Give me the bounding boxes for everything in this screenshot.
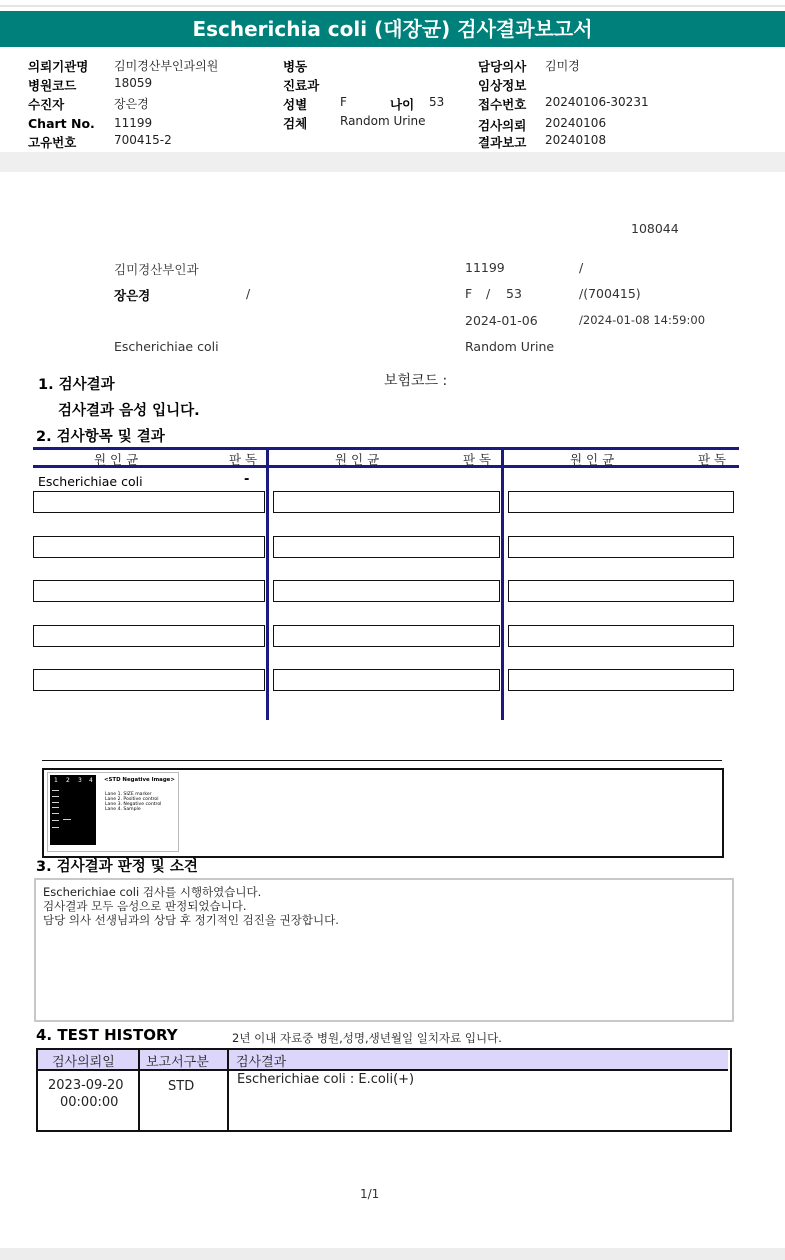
- institution-label: 의뢰기관명: [28, 59, 89, 74]
- institution-value: 김미경산부인과의원: [114, 59, 219, 73]
- gel-legend-line: Lane 4. Sample: [105, 807, 141, 812]
- history-note: 2년 이내 자료중 병원,성명,생년월일 일치자료 입니다.: [232, 1031, 502, 1045]
- gel-electrophoresis-image: [50, 775, 96, 845]
- hospital-code-label: 병원코드: [28, 78, 77, 93]
- report-value: 20240108: [545, 133, 607, 147]
- print-slash: /: [246, 286, 251, 301]
- empty-result-cell: [508, 491, 734, 513]
- section3-heading: 3. 검사결과 판정 및 소견: [36, 859, 198, 875]
- empty-result-cell: [33, 669, 265, 691]
- header-divider: [0, 152, 785, 172]
- empty-result-cell: [273, 536, 500, 558]
- print-slash: /: [486, 286, 491, 301]
- sex-label: 성별: [283, 97, 308, 112]
- top-rule: [0, 5, 785, 7]
- lane-number: 3: [78, 777, 82, 784]
- empty-result-cell: [33, 580, 265, 602]
- history-result: Escherichiae coli : E.coli(+): [237, 1072, 415, 1087]
- gel-band: [52, 807, 59, 808]
- empty-result-cell: [508, 580, 734, 602]
- report-label: 결과보고: [478, 135, 527, 150]
- gel-legend-line: Lane 3. Negative control: [105, 802, 162, 807]
- table-header-rule: [33, 465, 739, 468]
- doctor-value: 김미경: [545, 59, 580, 73]
- gel-band: [52, 790, 59, 791]
- organism-name: Escherichiae coli: [38, 474, 143, 489]
- print-institution: 김미경산부인과: [114, 262, 199, 277]
- print-test: Escherichiae coli: [114, 339, 219, 354]
- clinical-label: 임상정보: [478, 78, 527, 93]
- section1-heading: 1. 검사결과: [38, 377, 115, 393]
- print-code: 108044: [631, 221, 679, 236]
- opinion-line: 검사결과 모두 음성으로 판정되었습니다.: [43, 899, 247, 913]
- receipt-label: 접수번호: [478, 97, 527, 112]
- empty-result-cell: [33, 491, 265, 513]
- history-col-type: 보고서구분: [146, 1055, 209, 1070]
- history-type: STD: [168, 1079, 195, 1094]
- unique-value: 700415-2: [114, 133, 172, 147]
- history-col-date: 검사의뢰일: [52, 1055, 115, 1070]
- unique-label: 고유번호: [28, 135, 77, 150]
- lane-number: 4: [89, 777, 93, 784]
- print-patient: 장은경: [114, 288, 151, 303]
- insurance-code-label: 보험코드 :: [384, 373, 448, 389]
- page-number: 1/1: [360, 1187, 380, 1201]
- empty-result-cell: [33, 536, 265, 558]
- age-value: 53: [429, 95, 445, 109]
- print-age: 53: [506, 286, 522, 301]
- print-dob: /(700415): [579, 286, 641, 301]
- empty-result-cell: [273, 491, 500, 513]
- hospital-code-value: 18059: [114, 76, 153, 90]
- print-request-date: 2024-01-06: [465, 313, 538, 328]
- print-chart: 11199: [465, 260, 505, 275]
- report-title: Escherichia coli (대장균) 검사결과보고서: [0, 11, 785, 47]
- col-result-header: 판 독: [229, 452, 258, 467]
- specimen-value: Random Urine: [340, 114, 426, 128]
- organism-result: -: [244, 472, 250, 487]
- patient-value: 장은경: [114, 97, 149, 111]
- opinion-line: 담당 의사 선생님과의 상담 후 정기적인 검진을 권장합니다.: [43, 913, 339, 927]
- gel-band: [52, 827, 59, 828]
- gel-band: [52, 813, 59, 814]
- gel-band: [52, 802, 59, 803]
- history-col-result: 검사결과: [236, 1055, 287, 1070]
- request-value: 20240106: [545, 116, 607, 130]
- lane-number: 1: [54, 777, 58, 784]
- column-divider: [266, 447, 269, 720]
- sex-value: F: [340, 95, 347, 109]
- col-organism-header: 원 인 균: [570, 452, 615, 467]
- history-table-header: [38, 1050, 728, 1071]
- gel-legend-line: Lane 1. SIZE marker: [105, 792, 152, 797]
- result-summary: 검사결과 음성 입니다.: [58, 403, 200, 419]
- col-organism-header: 원 인 균: [94, 452, 139, 467]
- empty-result-cell: [33, 625, 265, 647]
- print-slash: /: [579, 260, 584, 275]
- history-date: 2023-09-20: [48, 1078, 124, 1093]
- age-label: 나이: [390, 97, 415, 112]
- specimen-label: 검체: [283, 116, 308, 131]
- chart-label: Chart No.: [28, 116, 95, 131]
- col-organism-header: 원 인 균: [335, 452, 380, 467]
- opinion-line: Escherichiae coli 검사를 시행하였습니다.: [43, 885, 262, 899]
- section4-heading: 4. TEST HISTORY: [36, 1026, 178, 1044]
- empty-result-cell: [508, 536, 734, 558]
- column-divider: [501, 447, 504, 720]
- doctor-label: 담당의사: [478, 59, 527, 74]
- page-footer-band: [0, 1248, 785, 1260]
- lane-number: 2: [66, 777, 70, 784]
- print-specimen: Random Urine: [465, 339, 555, 354]
- history-column-divider: [227, 1048, 229, 1130]
- print-report-datetime: /2024-01-08 14:59:00: [579, 313, 706, 327]
- history-column-divider: [138, 1048, 140, 1130]
- receipt-value: 20240106-30231: [545, 95, 649, 109]
- col-result-header: 판 독: [698, 452, 727, 467]
- empty-result-cell: [273, 625, 500, 647]
- gel-band: [63, 819, 71, 820]
- gel-top-rule: [42, 760, 722, 761]
- chart-value: 11199: [114, 116, 153, 130]
- section2-heading: 2. 검사항목 및 결과: [36, 429, 165, 445]
- gel-band: [52, 796, 59, 797]
- empty-result-cell: [273, 580, 500, 602]
- dept-label: 진료과: [283, 78, 320, 93]
- col-result-header: 판 독: [463, 452, 492, 467]
- empty-result-cell: [508, 625, 734, 647]
- gel-band: [52, 820, 59, 821]
- empty-result-cell: [508, 669, 734, 691]
- history-time: 00:00:00: [60, 1095, 119, 1110]
- gel-title: <STD Negative Image>: [104, 777, 175, 783]
- empty-result-cell: [273, 669, 500, 691]
- print-sex: F: [465, 286, 473, 301]
- request-label: 검사의뢰: [478, 118, 527, 133]
- table-top-rule: [33, 447, 739, 450]
- gel-legend-line: Lane 2. Positive control: [105, 797, 159, 802]
- patient-label: 수진자: [28, 97, 65, 112]
- ward-label: 병동: [283, 59, 308, 74]
